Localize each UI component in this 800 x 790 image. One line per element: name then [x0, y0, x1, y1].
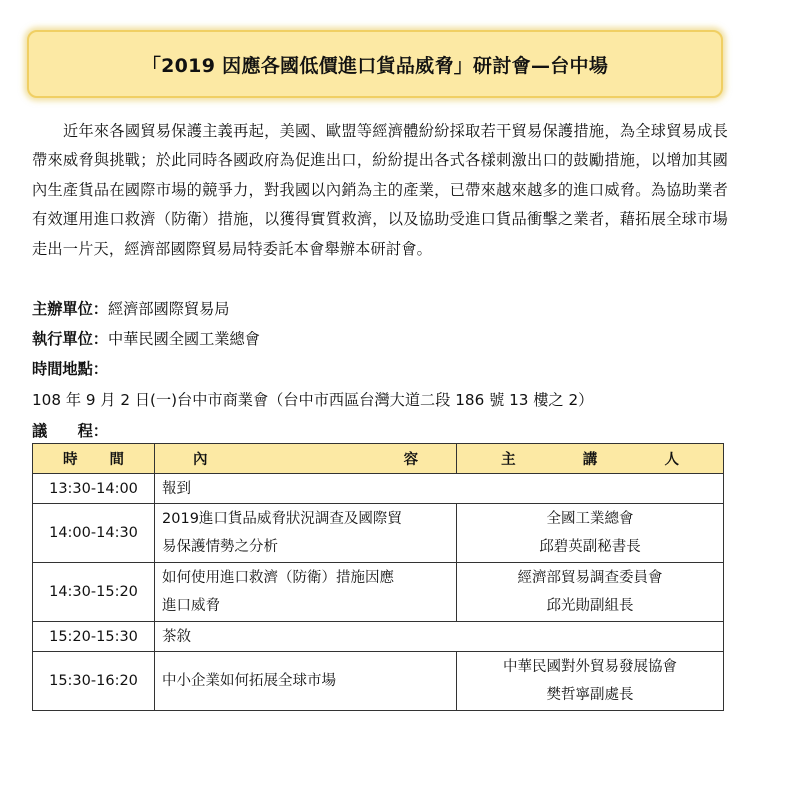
organizer-value: 經濟部國際貿易局 — [107, 300, 230, 318]
agenda-table — [32, 443, 724, 711]
executor-line — [32, 328, 260, 349]
header-speaker-char: 人 — [664, 452, 679, 468]
speaker-name: 樊哲寧副處長 — [546, 687, 634, 703]
row-content-line: 報到 — [162, 480, 192, 497]
row-content — [155, 504, 457, 563]
row-content-line: 易保護情勢之分析 — [162, 539, 279, 555]
header-time-char: 時 — [63, 452, 78, 468]
row-speaker — [457, 504, 724, 563]
row-speaker — [457, 563, 724, 622]
header-content — [155, 444, 457, 474]
executor-label: 執行單位： — [32, 330, 108, 348]
table-row — [33, 652, 724, 711]
header-time-char: 間 — [109, 452, 125, 468]
row-time: 14:00-14:30 — [33, 504, 155, 563]
venue-label-line — [32, 358, 108, 379]
row-content — [155, 563, 457, 622]
row-content-line: 茶敘 — [162, 628, 192, 645]
venue-label: 時間地點： — [32, 360, 108, 378]
row-time: 14:30-15:20 — [33, 563, 155, 622]
agenda-label: 議 程： — [32, 422, 108, 440]
table-row — [33, 504, 724, 563]
speaker-org: 中華民國對外貿易發展協會 — [503, 659, 678, 675]
header-speaker-char: 主 — [501, 452, 516, 468]
row-content-line: 進口威脅 — [162, 598, 221, 614]
row-content — [155, 622, 724, 652]
organizer-label: 主辦單位： — [32, 300, 108, 318]
table-row — [33, 622, 724, 652]
row-content-line: 2019進口貨品威脅狀況調查及國際貿 — [162, 511, 402, 527]
table-header-row — [33, 444, 724, 474]
table-row — [33, 563, 724, 622]
table-row — [33, 474, 724, 504]
row-time: 13:30-14:00 — [33, 474, 155, 504]
header-content-char: 內 — [193, 452, 208, 468]
organizer-line — [32, 298, 229, 319]
speaker-name: 邱光勛副組長 — [546, 598, 634, 614]
row-speaker — [457, 652, 724, 711]
row-content-line: 如何使用進口救濟（防衛）措施因應 — [162, 570, 395, 586]
page-title: 「2019 因應各國低價進口貨品威脅」研討會—台中場 — [141, 54, 609, 77]
executor-value: 中華民國全國工業總會 — [107, 330, 260, 348]
speaker-org: 全國工業總會 — [546, 511, 634, 527]
row-time: 15:30-16:20 — [33, 652, 155, 711]
header-speaker-char: 講 — [582, 452, 598, 468]
row-time: 15:20-15:30 — [33, 622, 155, 652]
header-speaker — [457, 444, 724, 474]
row-content — [155, 652, 457, 711]
speaker-name: 邱碧英副秘書長 — [539, 539, 641, 555]
row-content — [155, 474, 724, 504]
venue-value: 108 年 9 月 2 日(一)台中市商業會（台中市西區台灣大道二段 186 號 13 樓之 2） — [32, 391, 594, 409]
header-time — [33, 444, 155, 474]
speaker-org: 經濟部貿易調查委員會 — [517, 570, 663, 586]
header-content-char: 容 — [403, 452, 419, 468]
intro-paragraph: 近年來各國貿易保護主義再起，美國、歐盟等經濟體紛紛採取若干貿易保護措施，為全球貿易成長帶來威脅與挑戰；於此同時各國政府為促進出口，紛紛提出各式各樣刺激出口的鼓勵措施，以增加其國內生產貨品在國際市場的競爭力，對我國以內銷為主的產業，已帶來越來越多的進口威脅。為協助業者有效運用進口救濟（防衛）措施，以獲得實質救濟，以及協助受進口貨品衝擊之業者，藉拓展全球市場走出一片天，經濟部國際貿易局特委託本會舉辦本研討會。 — [32, 122, 728, 258]
row-content-line: 中小企業如何拓展全球市場 — [162, 673, 337, 689]
title-banner — [27, 30, 723, 98]
